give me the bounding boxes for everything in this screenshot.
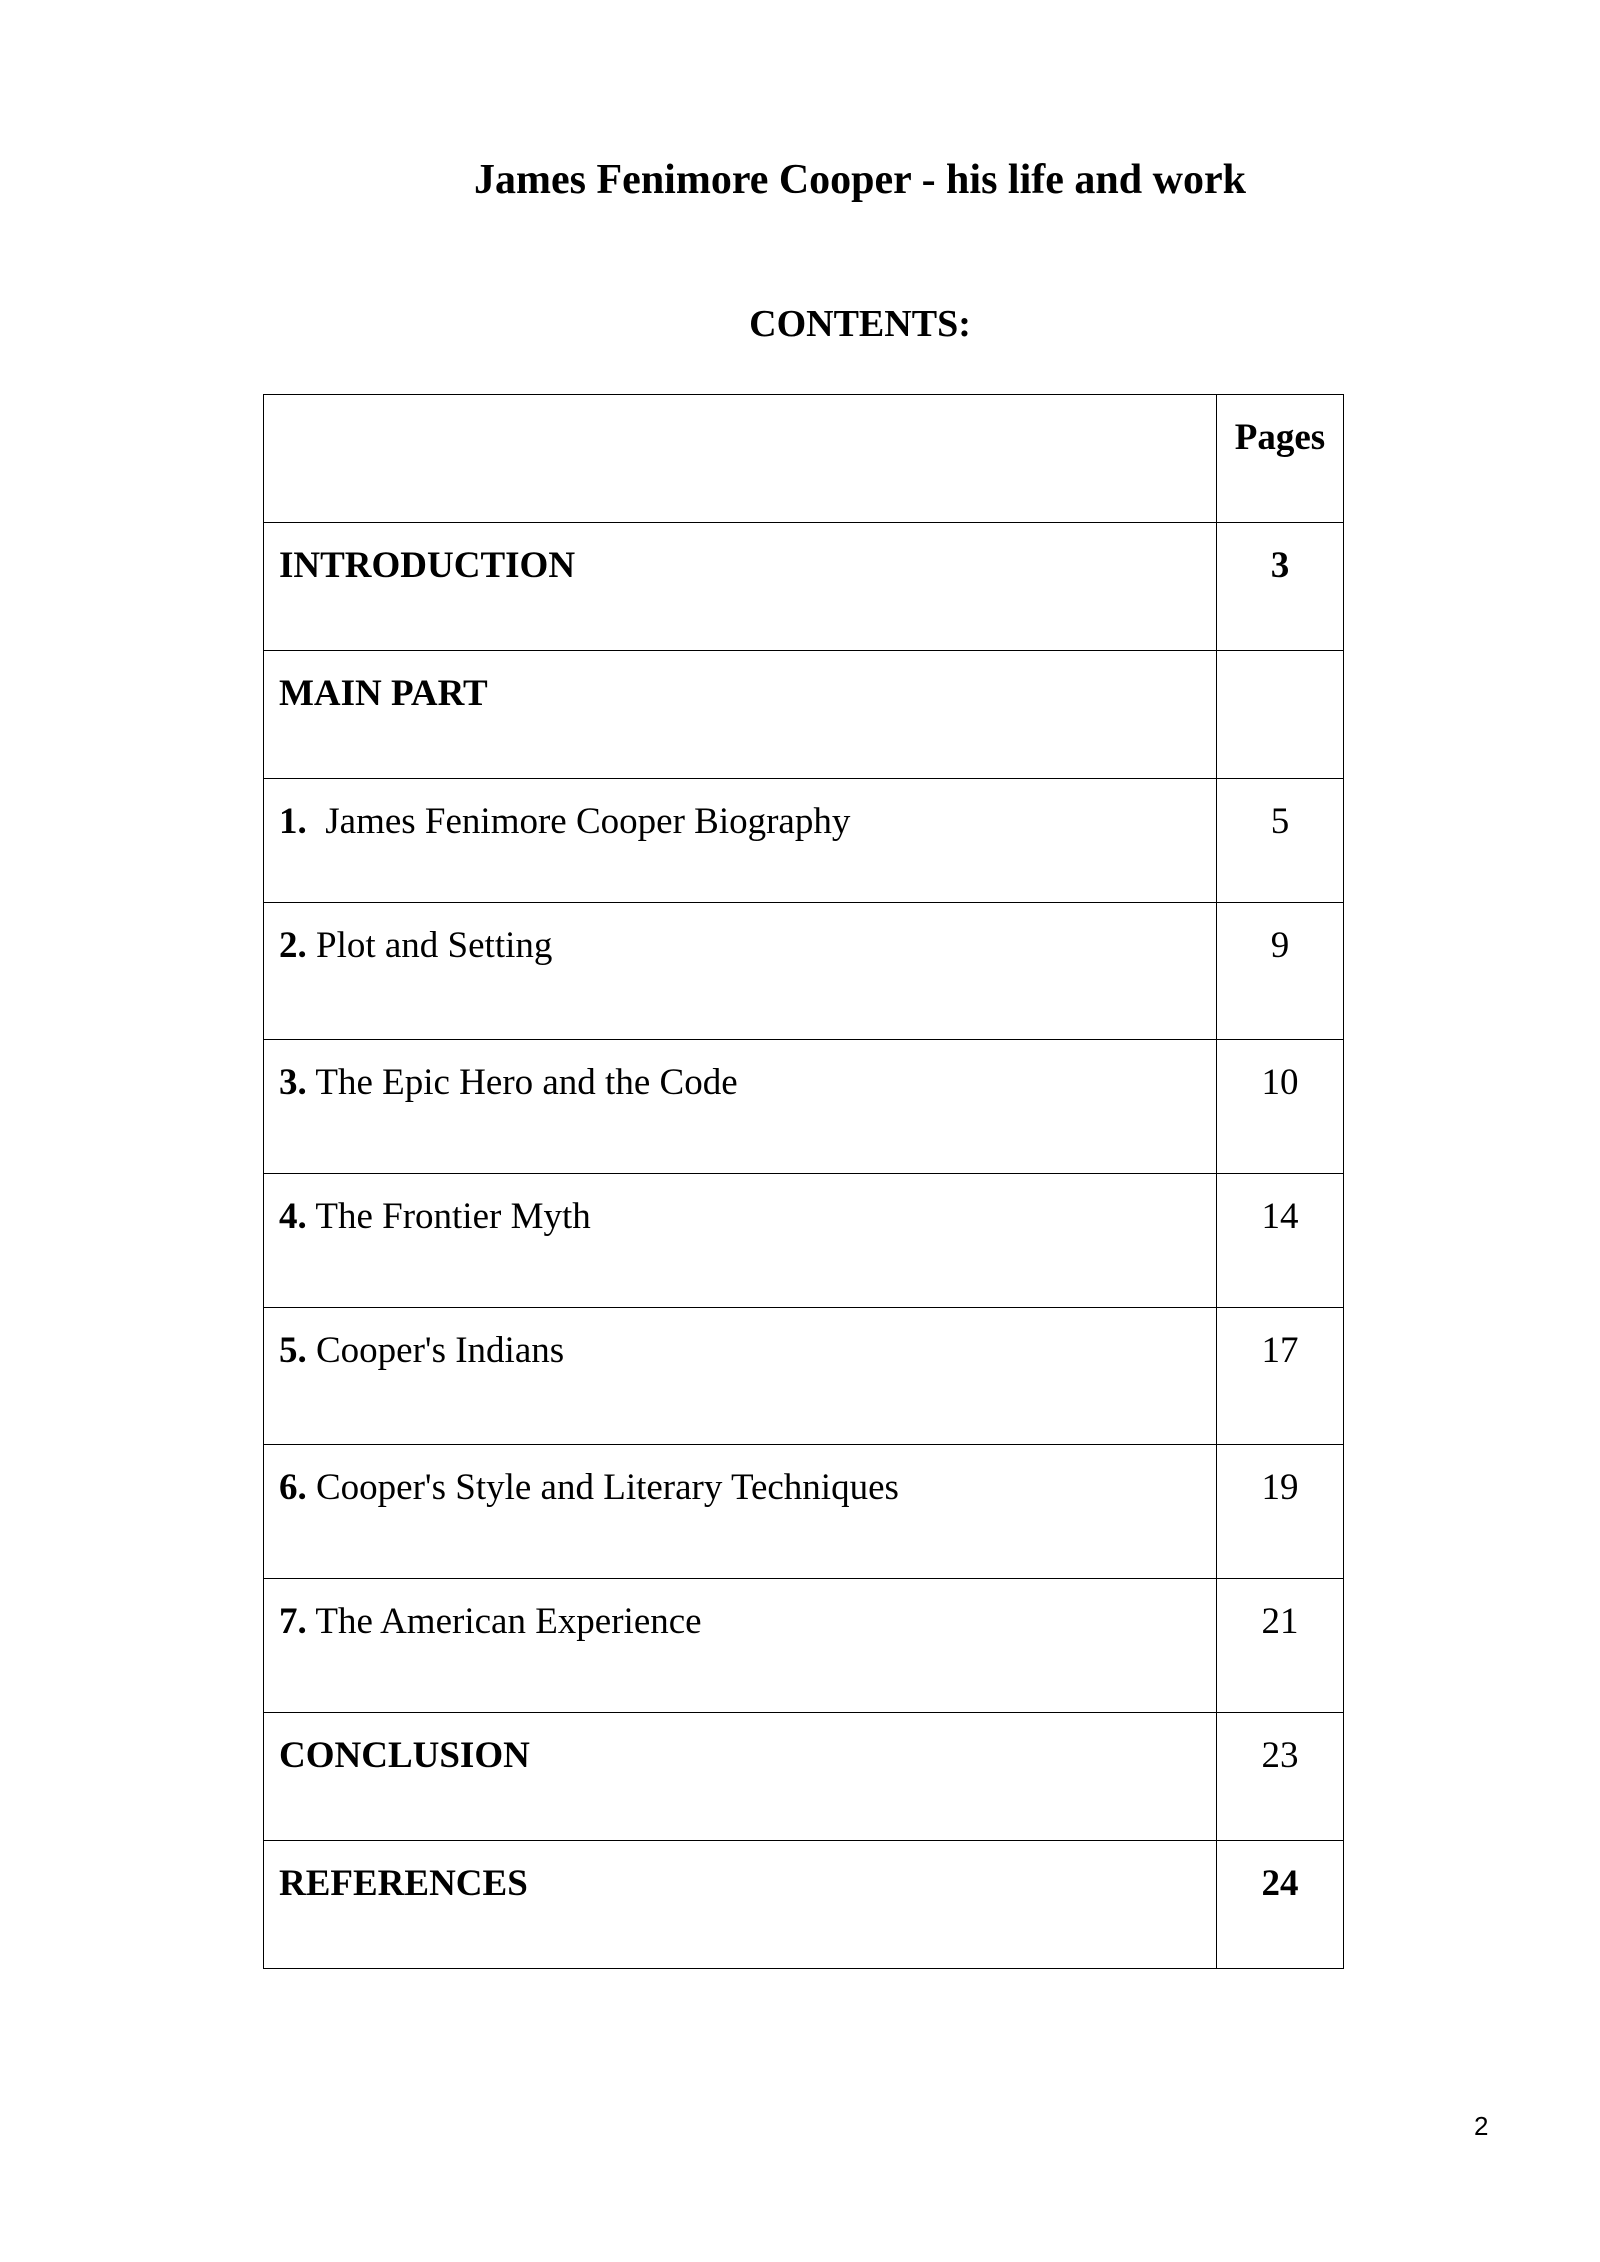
toc-row-6 [264, 1445, 1344, 1579]
toc-entry [264, 1445, 1217, 1579]
toc-entry-title: The Epic Hero and the Code [315, 1062, 738, 1103]
toc-header-empty-cell [264, 395, 1217, 523]
toc-entry [264, 779, 1217, 903]
toc-row-7 [264, 1579, 1344, 1713]
toc-header-row [264, 395, 1344, 523]
toc-entry-number: 6. [279, 1467, 307, 1508]
toc-entry-page [1217, 651, 1344, 779]
toc-entry-number: 3. [279, 1062, 307, 1103]
toc-row-5 [264, 1308, 1344, 1445]
toc-entry [264, 1579, 1217, 1713]
page-number: 2 [1474, 2111, 1489, 2141]
toc-entry-page: 3 [1217, 523, 1344, 651]
toc-entry-page: 17 [1217, 1308, 1344, 1445]
toc-entry-number: 4. [279, 1196, 307, 1237]
toc-row-2 [264, 903, 1344, 1040]
toc-entry-page: 23 [1217, 1713, 1344, 1841]
toc-entry-page: 19 [1217, 1445, 1344, 1579]
toc-entry-number: 1. [279, 801, 307, 842]
toc-entry-title: Cooper's Style and Literary Techniques [316, 1467, 899, 1508]
toc-entry-page: 24 [1217, 1841, 1344, 1969]
toc-row-references [264, 1841, 1344, 1969]
document-title: James Fenimore Cooper - his life and work [474, 157, 1246, 203]
toc-entry-title: Plot and Setting [316, 925, 553, 966]
toc-row-4 [264, 1174, 1344, 1308]
toc-entry [264, 1174, 1217, 1308]
toc-entry-number: 7. [279, 1601, 307, 1642]
toc-entry-title: INTRODUCTION [264, 523, 1217, 651]
toc-entry-page: 9 [1217, 903, 1344, 1040]
toc-entry-title: REFERENCES [264, 1841, 1217, 1969]
toc-entry-number: 2. [279, 925, 307, 966]
contents-heading: CONTENTS: [749, 303, 971, 345]
table-of-contents [263, 394, 1344, 1969]
toc-entry-page: 21 [1217, 1579, 1344, 1713]
toc-row-main-part [264, 651, 1344, 779]
toc-row-3 [264, 1040, 1344, 1174]
toc-entry-title: The Frontier Myth [315, 1196, 591, 1237]
toc-entry-title: MAIN PART [264, 651, 1217, 779]
toc-entry-page: 14 [1217, 1174, 1344, 1308]
pages-column-header: Pages [1217, 395, 1344, 523]
toc-entry-page: 10 [1217, 1040, 1344, 1174]
toc-entry [264, 903, 1217, 1040]
toc-entry [264, 1040, 1217, 1174]
toc-row-introduction [264, 523, 1344, 651]
toc-entry-title: CONCLUSION [264, 1713, 1217, 1841]
toc-entry [264, 1308, 1217, 1445]
toc-row-1 [264, 779, 1344, 903]
toc-entry-title: Cooper's Indians [316, 1330, 565, 1371]
toc-entry-title: The American Experience [315, 1601, 702, 1642]
toc-entry-title: James Fenimore Cooper Biography [325, 801, 851, 842]
toc-row-conclusion [264, 1713, 1344, 1841]
toc-entry-page: 5 [1217, 779, 1344, 903]
toc-entry-number: 5. [279, 1330, 307, 1371]
